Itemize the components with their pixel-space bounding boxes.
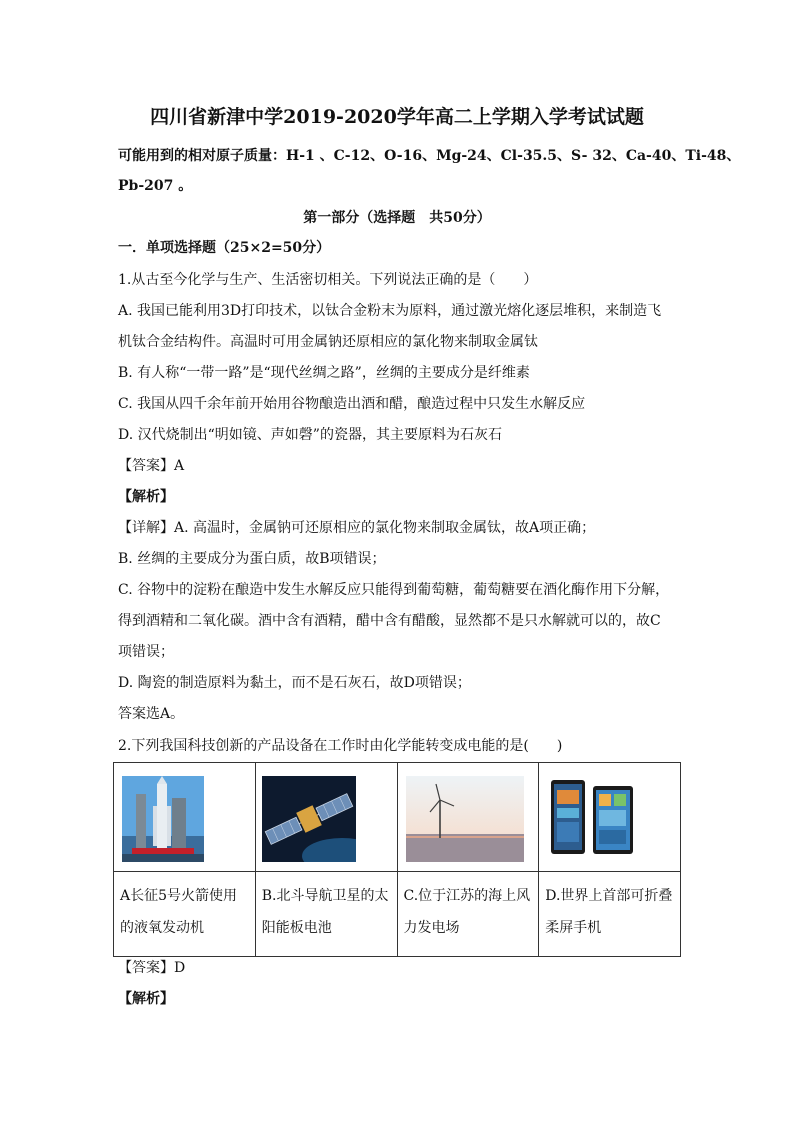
q2-option-a: A长征5号火箭使用的液氧发动机 [114,872,256,957]
q1-option-a-line1: A. 我国已能利用3D打印技术，以钛合金粉末为原料，通过激光熔化逐层堆积，来制造飞 [118,303,662,319]
atomic-mass-line-1 [118,146,740,166]
part1-heading: 第一部分（选择题 共50分） [303,210,491,226]
q2-stem: 2.下列我国科技创新的产品设备在工作时由化学能转变成电能的是( ) [118,738,563,754]
q2-analysis-label: 【解析】 [118,991,174,1007]
q2-answer: 【答案】D [118,960,186,976]
q1-option-c: C. 我国从四千余年前开始用谷物酿造出酒和醋，酿造过程中只发生水解反应 [118,396,586,412]
satellite-image [262,776,356,862]
q2-image-cell-c [397,763,539,872]
q2-option-b: B.北斗导航卫星的太阳能板电池 [255,872,397,957]
q2-option-d: D.世界上首部可折叠柔屏手机 [539,872,681,957]
q2-image-cell-d [539,763,681,872]
wind-turbine-image [406,776,524,862]
q1-detail-5: 项错误； [118,644,174,660]
q2-option-c: C.位于江苏的海上风力发电场 [397,872,539,957]
section1-heading: 一．单项选择题（25×2=50分） [118,240,331,256]
q2-image-cell-a [114,763,256,872]
q1-detail-6: D. 陶瓷的制造原料为黏土，而不是石灰石，故D项错误； [118,675,471,691]
q1-detail-3: C. 谷物中的淀粉在酿造中发生水解反应只能得到葡萄糖，葡萄糖要在酒化酶作用下分解， [118,582,670,598]
q1-detail-7: 答案选A。 [118,706,185,722]
atomic-mass-values: H-1 、C-12、O-16、Mg-24、Cl-35.5、S- 32、Ca-40、Ti-48、 [286,148,741,164]
q1-option-a-line2: 机钛合金结构件。高温时可用金属钠还原相应的氯化物来制取金属钛 [118,334,538,350]
q1-detail-1: 【详解】A. 高温时，金属钠可还原相应的氯化物来制取金属钛，故A项正确； [118,520,596,536]
q1-option-d: D. 汉代烧制出“明如镜、声如磬”的瓷器，其主要原料为石灰石 [118,427,502,443]
q2-options-table [113,762,681,957]
atomic-mass-line-2: Pb-207 。 [118,178,193,194]
q1-analysis-label: 【解析】 [118,489,174,505]
q1-answer: 【答案】A [118,458,185,474]
page-title: 四川省新津中学2019-2020学年高二上学期入学考试试题 [150,106,644,128]
foldable-phone-image [549,776,639,862]
q2-image-cell-b [255,763,397,872]
q1-detail-4: 得到酒精和二氧化碳。酒中含有酒精，醋中含有醋酸，显然都不是只水解就可以的，故C [118,613,661,629]
atomic-mass-label: 可能用到的相对原子质量： [118,148,286,164]
rocket-launch-image [122,776,204,862]
q1-detail-2: B. 丝绸的主要成分为蛋白质，故B项错误； [118,551,386,567]
q1-option-b: B. 有人称“一带一路”是“现代丝绸之路”，丝绸的主要成分是纤维素 [118,365,530,381]
q1-stem: 1.从古至今化学与生产、生活密切相关。下列说法正确的是（ ） [118,272,538,288]
